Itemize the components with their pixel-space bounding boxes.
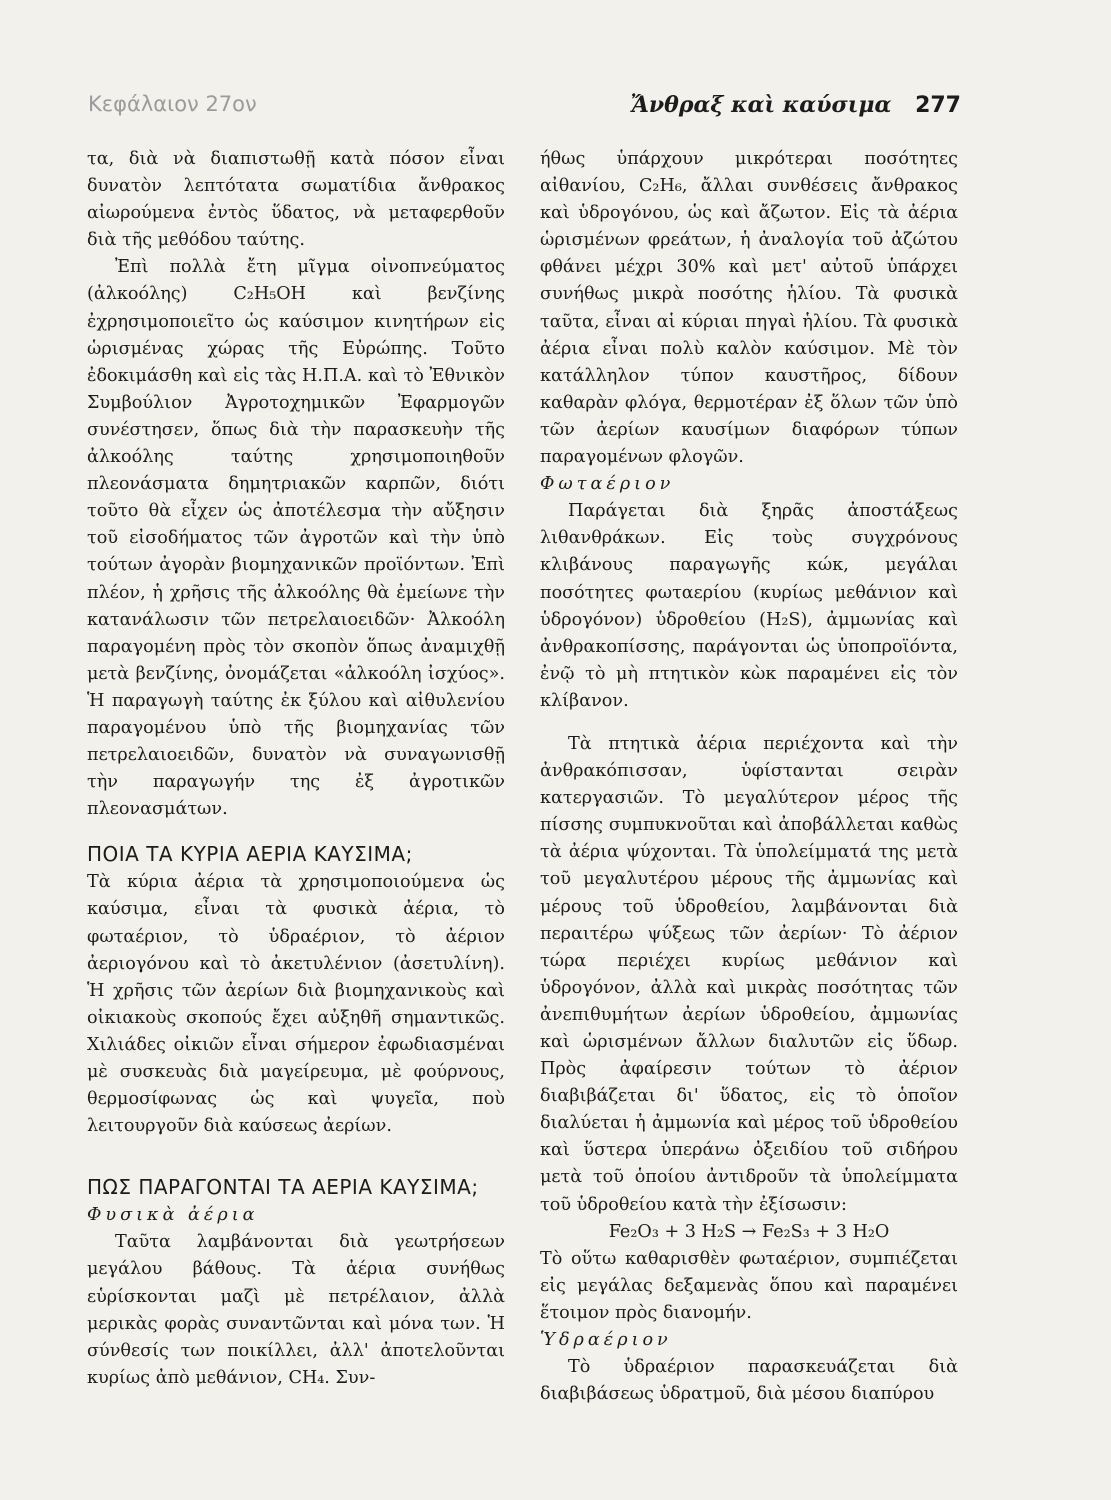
section-heading: ΠΩΣ ΠΑΡΑΓΟΝΤΑΙ ΤΑ ΑΕΡΙΑ ΚΑΥΣΙΜΑ; bbox=[87, 1175, 479, 1200]
paragraph: τα, διὰ νὰ διαπιστωθῇ κατὰ πόσον εἶναι δυνατὸν λεπτότατα σωματίδια ἄνθρακος αἰωρούμενα ἐντὸς ὕδατος, νὰ μεταφερθοῦν διὰ τῆς μεθόδου ταύτης. bbox=[87, 149, 505, 251]
heading-text: ΠΟΙΑ ΤΑ ΚΥΡΙΑ ΑΕΡΙΑ ΚΑΥΣΙΜΑ; bbox=[87, 842, 413, 867]
paragraph: Παράγεται διὰ ξηρᾶς ἀποστάξεως λιθανθράκων. Εἰς τοὺς συγχρόνους κλιβάνους παραγωγῆς κώκ, μεγάλαι ποσότητες φωταερίου (κυρίως μεθάνιον καὶ ὑδρογόνον) ὑδροθείου (H₂S), ἀμμωνίας καὶ ἀνθρακοπίσσης, παράγονται ὡς ὑποπροϊόντα, ἐνῷ τὸ μὴ πτητικὸν κὼκ παραμένει εἰς τὸν κλίβανον. bbox=[540, 501, 958, 711]
left-column bbox=[87, 146, 505, 1392]
paragraph: Τὸ ὑδραέριον παρασκευάζεται διὰ διαβιβάσεως ὑδρατμοῦ, διὰ μέσου διαπύρου bbox=[540, 1357, 958, 1405]
chapter-label: Κεφάλαιον 27ον bbox=[88, 92, 257, 116]
header-right bbox=[631, 92, 961, 118]
subsection-title: Φωταέριον bbox=[540, 474, 675, 495]
section-heading bbox=[87, 839, 505, 869]
paragraph: ήθως ὑπάρχουν μικρότεραι ποσότητες αἰθανίου, C₂H₆, ἄλλαι συνθέσεις ἄνθρακος καὶ ὑδρογόνου, ὡς καὶ ἄζωτον. Εἰς τὰ ἀέρια ὡρισμένων φρεάτων, ἡ ἀναλογία τοῦ ἀζώτου φθάνει μέχρι 30% καὶ μετ' αὐτοῦ ὑπάρχει συνήθως μικρὰ ποσότης ἡλίου. Τὰ φυσικὰ ταῦτα, εἶναι αἱ κύριαι πηγαὶ ἡλίου. Τὰ φυσικὰ ἀέρια εἶναι πολὺ καλὸν καύσιμον. Μὲ τὸν κατάλληλον τύπον καυστῆρος, δίδουν καθαρὰν φλόγα, θερμοτέραν ἐξ ὅλων τῶν ὑπὸ τῶν ἀερίων καυσίμων διαφόρων τύπων παραγομένων φλογῶν. bbox=[540, 149, 958, 468]
paragraph: Τὰ κύρια ἀέρια τὰ χρησιμοποιούμενα ὡς καύσιμα, εἶναι τὰ φυσικὰ ἀέρια, τὸ φωταέριον, τὸ ὑδραέριον, τὸ ἀέριον ἀεριογόνου καὶ τὸ ἀκετυλένιον (ἀσετυλίνη). Ἡ χρῆσις τῶν ἀερίων διὰ βιομηχανικοὺς καὶ οἰκιακοὺς σκοπούς ἔχει αὐξηθῆ σημαντικῶς. Χιλιάδες οἰκιῶν εἶναι σήμερον ἐφωδιασμέναι μὲ συσκευὰς διὰ μαγείρευμα, μὲ φούρνους, θερμοσίφωνας ὡς καὶ ψυγεῖα, ποὺ λειτουργοῦν διὰ καύσεως ἀερίων. bbox=[87, 872, 505, 1137]
subsection-title: Φυσικὰ ἀέρια bbox=[87, 1205, 259, 1226]
paragraph: Τὰ πτητικὰ ἀέρια περιέχοντα καὶ τὴν ἀνθρακόπισσαν, ὑφίστανται σειρὰν κατεργασιῶν. Τὸ μεγαλύτερον μέρος τῆς πίσσης συμπυκνοῦται καὶ ἀποβάλλεται καθὼς τὰ ἀέρια ψύχονται. Τὰ ὑπολείμματά της μετὰ τοῦ μεγαλυτέρου μέρους τῆς ἀμμωνίας καὶ μέρους τοῦ ὑδροθείου, λαμβάνονται διὰ περαιτέρω ψύξεως τῶν ἀερίων· Τὸ ἀέριον τώρα περιέχει κυρίως μεθάνιον καὶ ὑδρογόνον, ἀλλὰ καὶ μικρὰς ποσότητας τῶν ἀνεπιθυμήτων ἀερίων ὑδροθείου, ἀμμωνίας καὶ ὡρισμένων ἄλλων διαλυτῶν εἰς ὕδωρ. Πρὸς ἀφαίρεσιν τούτων τὸ ἀέριον διαβιβάζεται δι' ὕδατος, εἰς τὸ ὁποῖον διαλύεται ἡ ἀμμωνία καὶ μέρος τοῦ ὑδροθείου καὶ ὕστερα ὑπεράνω ὀξειδίου τοῦ σιδήρου μετὰ τοῦ ὁποίου ἀντιδροῦν τὰ ὑπολείμματα τοῦ ὑδροθείου κατὰ τὴν ἐξίσωσιν: bbox=[540, 733, 958, 1215]
paragraph: Ταῦτα λαμβάνονται διὰ γεωτρήσεων μεγάλου βάθους. Τὰ ἀέρια συνήθως εὑρίσκονται μαζὶ μὲ πετρέλαιον, ἀλλὰ μερικὰς φορὰς συναντῶνται καὶ μόνα των. Ἡ σύνθεσίς των ποικίλλει, ἀλλ' ἀποτελοῦνται κυρίως ἀπὸ μεθάνιον, CH₄. Συν- bbox=[87, 1232, 505, 1388]
right-column bbox=[540, 146, 958, 1408]
paragraph: Ἐπὶ πολλὰ ἔτη μῖγμα οἰνοπνεύματος (ἀλκοόλης) C₂H₅OH καὶ βενζίνης ἐχρησιμοποιεῖτο ὡς καύσιμον κινητήρων εἰς ὡρισμένας χώρας τῆς Εὐρώπης. Τοῦτο ἐδοκιμάσθη καὶ εἰς τὰς Η.Π.Α. καὶ τὸ Ἐθνικὸν Συμβούλιον Ἀγροτοχημικῶν Ἐφαρμογῶν συνέστησεν, ὅπως διὰ τὴν παρασκευὴν τῆς ἀλκοόλης ταύτης χρησιμοποιηθοῦν πλεονάσματα δημητριακῶν καρπῶν, διότι τοῦτο θὰ εἶχεν ὡς ἀποτέλεσμα τὴν αὔξησιν τοῦ εἰσοδήματος τῶν ἀγροτῶν καὶ τὴν ὑπὸ τούτων ἀγορὰν βιομηχανικῶν προϊόντων. Ἐπὶ πλέον, ἡ χρῆσις τῆς ἀλκοόλης θὰ ἐμείωνε τὴν κατανάλωσιν τῶν πετρελαιοειδῶν· Ἀλκοόλη παραγομένη πρὸς τὸν σκοπὸν ὅπως ἀναμιχθῇ μετὰ βενζίνης, ὀνομάζεται «ἀλκοόλη ἰσχύος». Ἡ παραγωγὴ ταύτης ἐκ ξύλου καὶ αἰθυλενίου παραγομένου ὑπὸ τῆς βιομηχανίας τῶν πετρελαιοειδῶν, δυνατὸν νὰ συναγωνισθῇ τὴν παραγωγήν της ἐξ ἀγροτικῶν πλεονασμάτων. bbox=[87, 257, 505, 820]
chemical-equation: Fe₂O₃ + 3 H₂S → Fe₂S₃ + 3 H₂O bbox=[608, 1221, 890, 1242]
page-number: 277 bbox=[915, 93, 961, 118]
page-header bbox=[88, 92, 961, 126]
running-title: Ἄνθραξ καὶ καύσιμα bbox=[630, 92, 892, 118]
subsection-title: Ὑδραέριον bbox=[540, 1330, 672, 1351]
paragraph: Τὸ οὕτω καθαρισθὲν φωταέριον, συμπιέζεται εἰς μεγάλας δεξαμενὰς ὅπου καὶ παραμένει ἕτοιμον πρὸς διανομήν. bbox=[540, 1248, 958, 1323]
